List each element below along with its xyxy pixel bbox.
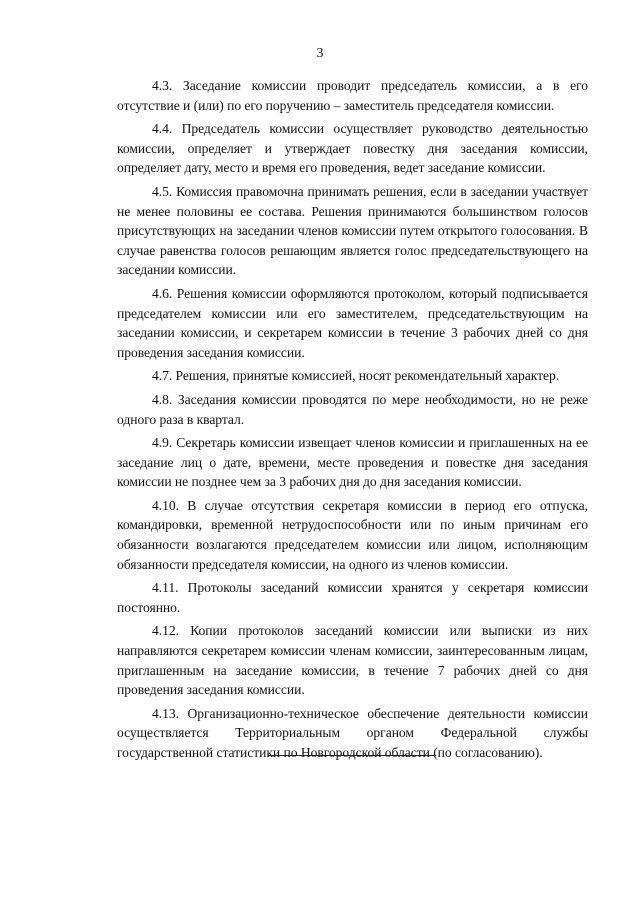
- closing-divider-line: [268, 755, 436, 756]
- paragraph-4-7: 4.7. Решения, принятые комиссией, носят рекомендательный характер.: [152, 368, 560, 384]
- paragraph-4-10: 4.10. В случае отсутствия секретаря комиссии в период его отпуска, командировки, временной нетрудоспособности или по иным причинам его обязанности возлагаются председателем комиссии или лицом, исполняющим обязанности председателя комиссии, на одного из членов комиссии.: [117, 497, 588, 572]
- paragraph-4-3: 4.3. Заседание комиссии проводит председатель комиссии, а в его отсутствие и (или) по его поручению – заместитель председателя комиссии.: [117, 78, 588, 113]
- document-body: [117, 76, 588, 767]
- page-number: 3: [316, 46, 324, 61]
- paragraph-4-9: 4.9. Секретарь комиссии извещает членов комиссии и приглашенных на ее заседание лиц о дате, времени, месте проведения и повестке дня заседания комиссии не позднее чем за 3 рабочих дня до дня заседания комиссии.: [117, 435, 588, 490]
- paragraph-4-8: 4.8. Заседания комиссии проводятся по мере необходимости, но не реже одного раза в квартал.: [117, 391, 588, 427]
- paragraph-4-12: 4.12. Копии протоколов заседаний комиссии или выписки из них направляются секретарем комиссии членам комиссии, заинтересованным лицам, приглашенным на заседание комиссии, в течение 7 рабочих дней со дня проведения заседания комиссии.: [117, 623, 588, 698]
- paragraph-4-4: 4.4. Председатель комиссии осуществляет руководство деятельностью комиссии, определяет и утверждает повестку дня заседания комиссии, определяет дату, место и время его проведения, ведет заседание комиссии.: [117, 121, 588, 176]
- paragraph-4-13: 4.13. Организационно-техническое обеспечение деятельности комиссии осуществляется Территориальным органом Федеральной службы государственной статистики по Новгородской области (по согласованию).: [117, 705, 588, 760]
- paragraph-4-11: 4.11. Протоколы заседаний комиссии хранятся у секретаря комиссии постоянно.: [117, 580, 588, 615]
- paragraph-4-5: 4.5. Комиссия правомочна принимать решения, если в заседании участвует не менее половины ее состава. Решения принимаются большинством голосов присутствующих на заседании членов комиссии путем открытого голосования. В случае равенства голосов решающим является голос председательствующего на заседании комиссии.: [117, 183, 588, 278]
- paragraph-4-6: 4.6. Решения комиссии оформляются протоколом, который подписывается председателем комиссии или его заместителем, председательствующим на заседании комиссии, и секретарем комиссии в течение 3 рабочих дней со дня проведения заседания комиссии.: [117, 285, 588, 360]
